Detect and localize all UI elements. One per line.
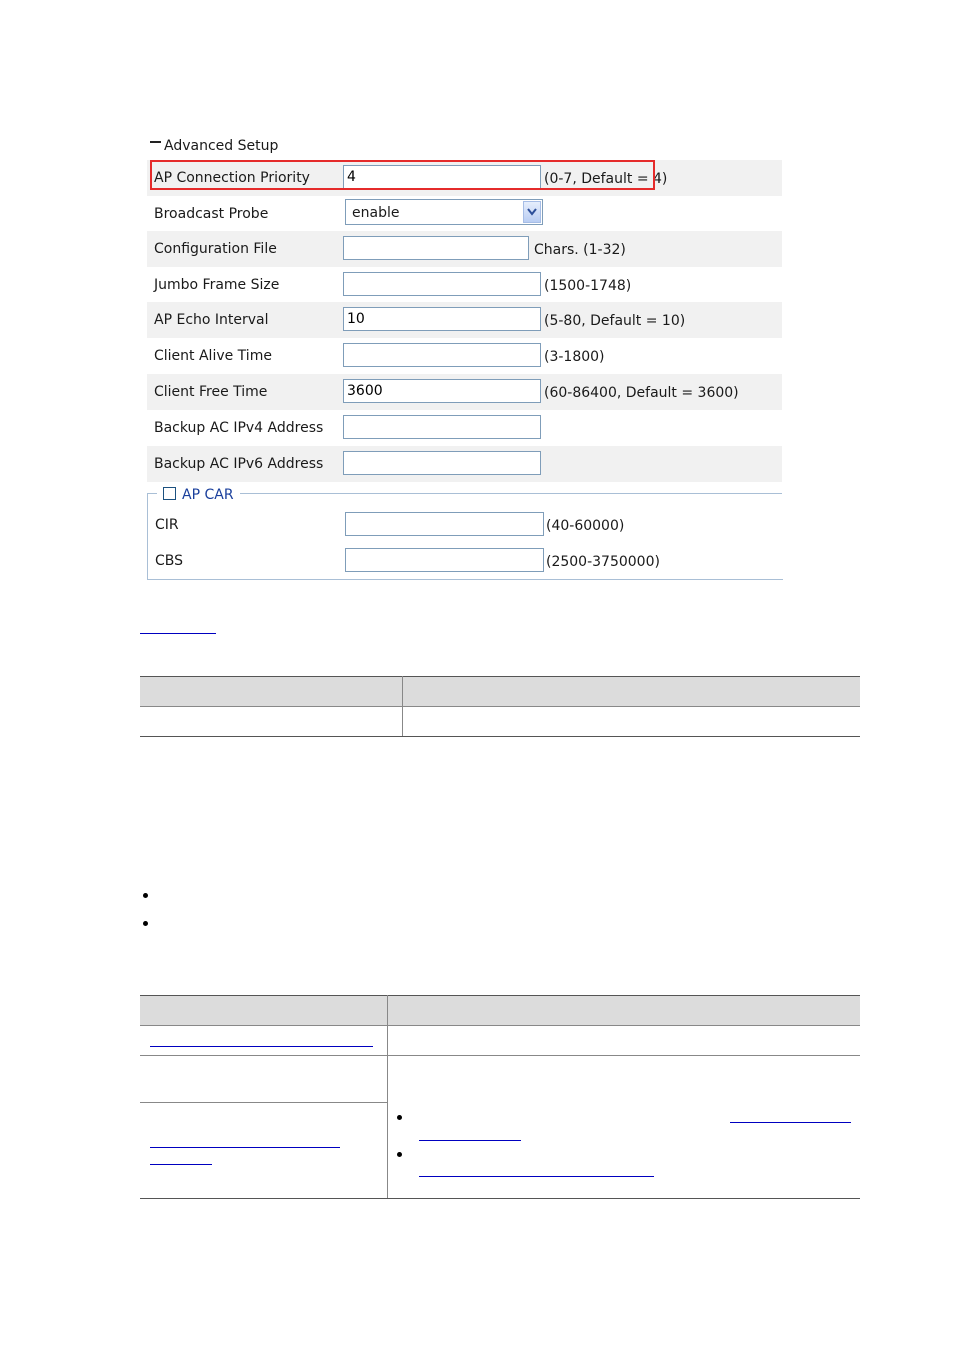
hint-ap-echo-interval: (5-80, Default = 10) [544,313,686,329]
table-link[interactable] [150,1164,212,1165]
broadcast-probe-select[interactable] [345,199,543,225]
label-ap-echo-interval: AP Echo Interval [154,312,269,328]
row-backup-ac-ipv4 [147,410,782,446]
ap-connection-priority-input[interactable]: 4 [343,165,541,189]
section-title: Advanced Setup [164,138,279,154]
table-row-divider [140,1025,860,1026]
row-backup-ac-ipv6 [147,446,782,482]
table-bottom-border [140,736,860,737]
table-row-divider [140,706,860,707]
jumbo-frame-size-input[interactable] [343,272,541,296]
row-ap-echo-interval [147,302,782,338]
row-client-free-time [147,374,782,410]
table-header-row [140,995,860,1025]
row-jumbo-frame-size [147,267,782,303]
client-free-time-input[interactable]: 3600 [343,379,541,403]
table-1 [140,676,860,737]
row-configuration-file [147,231,782,267]
chevron-down-icon[interactable] [523,201,541,223]
row-broadcast-probe [147,196,782,232]
table-row-divider [140,1055,860,1056]
label-backup-ac-ipv6: Backup AC IPv6 Address [154,456,324,472]
label-cir: CIR [155,517,179,533]
ap-car-checkbox[interactable] [163,487,176,500]
cir-input[interactable] [345,512,544,536]
configuration-file-input[interactable] [343,236,529,260]
bullet [143,893,148,898]
hint-configuration-file: Chars. (1-32) [534,242,626,258]
row-ap-connection-priority [147,160,782,196]
bullet [143,921,148,926]
hint-client-free-time: (60-86400, Default = 3600) [544,385,739,401]
hint-cbs: (2500-3750000) [546,554,660,570]
bullet [397,1115,402,1120]
advanced-setup-header[interactable] [150,137,278,155]
label-client-alive-time: Client Alive Time [154,348,272,364]
client-alive-time-input[interactable] [343,343,541,367]
label-client-free-time: Client Free Time [154,384,268,400]
label-ap-connection-priority: AP Connection Priority [154,170,310,186]
table-row-divider [140,1102,387,1103]
table-link[interactable] [150,1147,340,1148]
label-jumbo-frame-size: Jumbo Frame Size [154,277,280,293]
table-link[interactable] [419,1140,521,1141]
row-cbs [147,543,782,579]
table-header-row [140,676,860,706]
ap-car-label: AP CAR [182,487,234,503]
label-broadcast-probe: Broadcast Probe [154,206,269,222]
row-cir [147,507,782,543]
ap-echo-interval-input[interactable]: 10 [343,307,541,331]
backup-ac-ipv4-input[interactable] [343,415,541,439]
bullet [397,1152,402,1157]
table-link[interactable] [730,1122,851,1123]
label-backup-ac-ipv4: Backup AC IPv4 Address [154,420,324,436]
fieldset-border [240,493,782,494]
table-link[interactable] [419,1176,654,1177]
hint-client-alive-time: (3-1800) [544,349,605,365]
row-client-alive-time [147,338,782,374]
table-bottom-border [140,1198,860,1199]
fieldset-border [147,493,157,494]
hint-cir: (40-60000) [546,518,625,534]
figure-link[interactable] [140,633,216,634]
label-cbs: CBS [155,553,184,569]
hint-jumbo-frame-size: (1500-1748) [544,278,632,294]
backup-ac-ipv6-input[interactable] [343,451,541,475]
label-configuration-file: Configuration File [154,241,277,257]
hint-ap-connection-priority: (0-7, Default = 4) [544,171,668,187]
table-link[interactable] [150,1046,373,1047]
table-2 [140,995,860,1199]
broadcast-probe-selected: enable [352,205,400,221]
collapse-minus-icon[interactable] [150,141,161,143]
cbs-input[interactable] [345,548,544,572]
